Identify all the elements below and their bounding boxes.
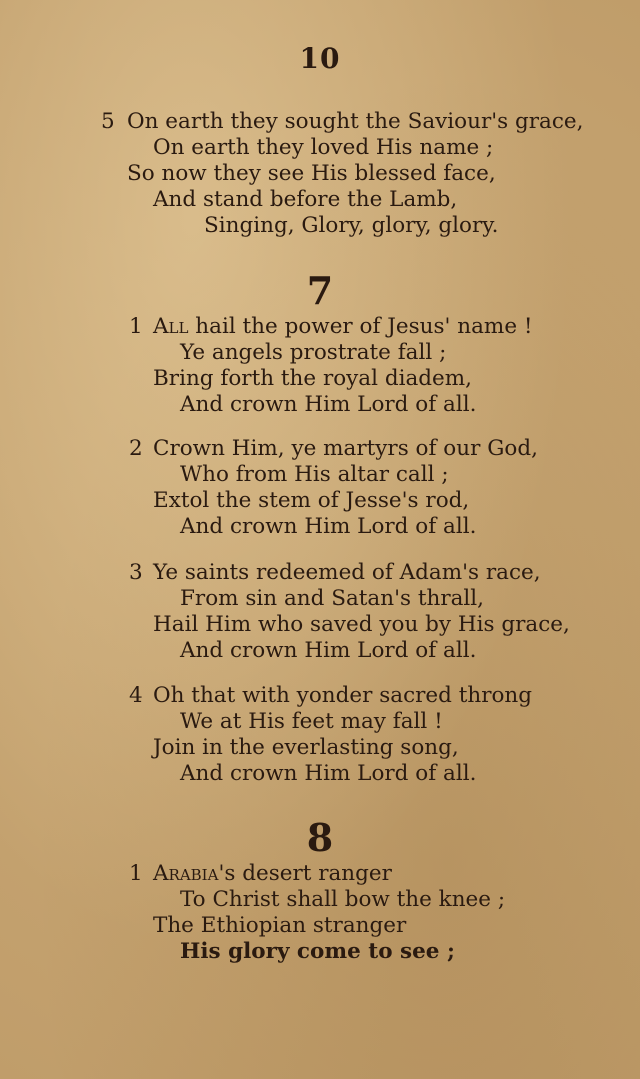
verse-line: Ye saints redeemed of Adam's race, xyxy=(153,560,541,585)
stanza-number: 1 xyxy=(129,314,143,339)
verse-line: The Ethiopian stranger xyxy=(153,913,407,938)
verse-line: Oh that with yonder sacred throng xyxy=(153,683,533,708)
first-line-rest: 's desert ranger xyxy=(218,861,392,886)
verse-line: From sin and Satan's thrall, xyxy=(180,586,485,611)
verse-line: On earth they loved His name ; xyxy=(153,135,494,160)
verse-line: So now they see His blessed face, xyxy=(127,161,496,186)
stanza-number: 2 xyxy=(129,436,143,461)
verse-line: Bring forth the royal diadem, xyxy=(153,366,473,391)
verse-line: Extol the stem of Jesse's rod, xyxy=(153,488,470,513)
first-word: Arabia xyxy=(153,861,219,886)
verse-line: To Christ shall bow the knee ; xyxy=(180,887,506,912)
verse-line: Crown Him, ye martyrs of our God, xyxy=(153,436,538,461)
verse-line: And crown Him Lord of all. xyxy=(180,761,477,786)
stanza-number: 4 xyxy=(129,683,143,708)
verse-line: Hail Him who saved you by His grace, xyxy=(153,612,570,637)
first-word: All xyxy=(153,314,189,339)
verse-line: On earth they sought the Saviour's grace, xyxy=(127,109,584,134)
stanza-number: 5 xyxy=(101,109,115,134)
verse-line: And crown Him Lord of all. xyxy=(180,392,477,417)
verse-line: His glory come to see ; xyxy=(180,939,455,964)
verse-line: And stand before the Lamb, xyxy=(153,187,458,212)
hymn-number: 8 xyxy=(306,815,334,860)
verse-line: Who from His altar call ; xyxy=(180,462,449,487)
stanza-number: 3 xyxy=(129,560,143,585)
first-line-rest: hail the power of Jesus' name ! xyxy=(188,314,533,339)
verse-line: And crown Him Lord of all. xyxy=(180,638,477,663)
verse-line: Ye angels prostrate fall ; xyxy=(180,340,447,365)
verse-line xyxy=(153,316,533,338)
verse-line: And crown Him Lord of all. xyxy=(180,514,477,539)
verse-line: Join in the everlasting song, xyxy=(153,735,459,760)
verse-line xyxy=(153,863,392,885)
verse-line: Singing, Glory, glory, glory. xyxy=(204,213,499,238)
stanza-number: 1 xyxy=(129,861,143,886)
hymn-number: 7 xyxy=(306,268,334,313)
verse-line: We at His feet may fall ! xyxy=(180,709,443,734)
page-number: 10 xyxy=(299,42,341,75)
